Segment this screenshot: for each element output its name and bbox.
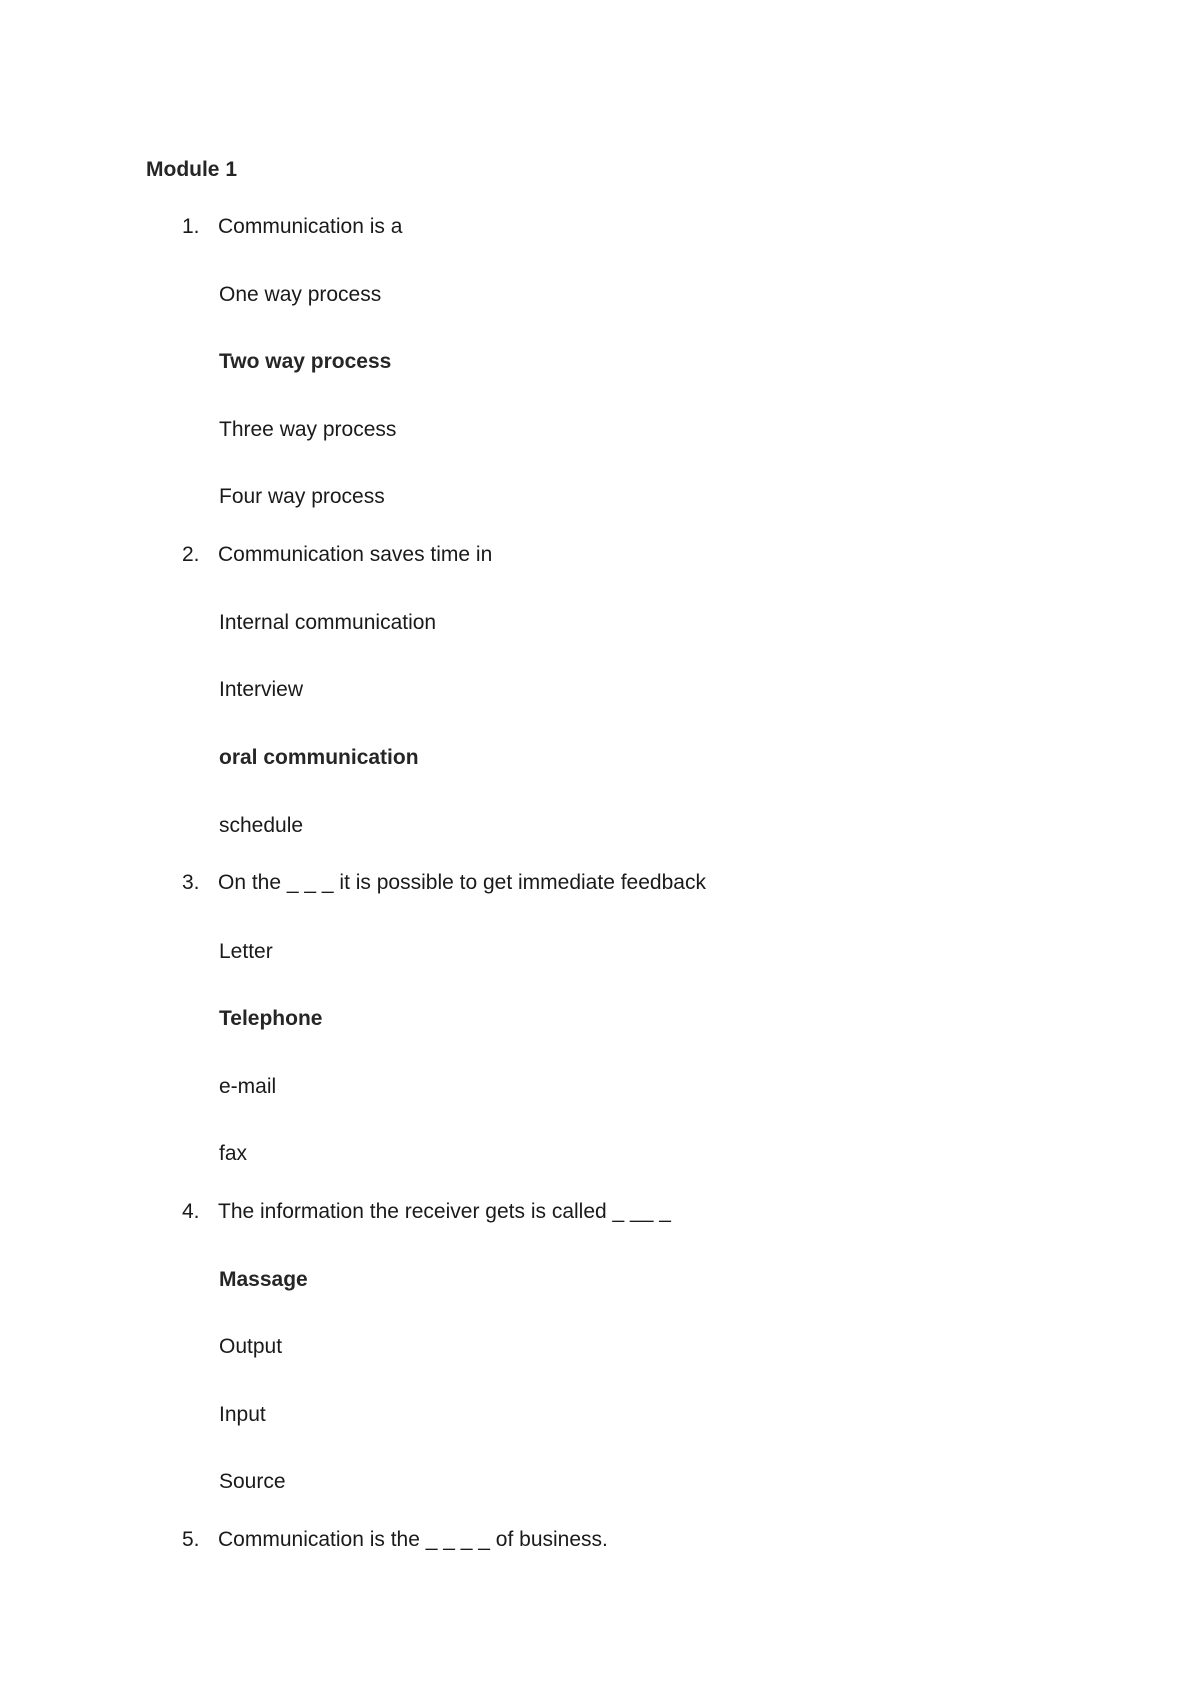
- option: Input: [219, 1403, 266, 1426]
- option: schedule: [219, 814, 304, 837]
- question-2: [182, 541, 492, 569]
- option-answer: Massage: [219, 1268, 308, 1291]
- option: Interview: [219, 678, 304, 701]
- question-3: [182, 869, 706, 897]
- question-1: [182, 213, 402, 241]
- option: Output: [219, 1335, 283, 1358]
- option: Three way process: [219, 418, 397, 441]
- question-text: Communication is the _ _ _ _ of business.: [218, 1528, 608, 1551]
- option-answer: Telephone: [219, 1007, 323, 1030]
- option: Internal communication: [219, 611, 437, 634]
- question-number: 4.: [182, 1200, 200, 1223]
- option: Source: [219, 1470, 286, 1493]
- option: e-mail: [219, 1075, 277, 1098]
- option: fax: [219, 1142, 248, 1165]
- option: Four way process: [219, 485, 385, 508]
- option: One way process: [219, 283, 382, 306]
- question-number: 3.: [182, 871, 200, 894]
- question-text: On the _ _ _ it is possible to get immediate feedback: [218, 871, 706, 894]
- question-number: 5.: [182, 1528, 200, 1551]
- question-number: 2.: [182, 543, 200, 566]
- option-answer: Two way process: [219, 350, 392, 373]
- question-5: [182, 1526, 608, 1554]
- question-text: Communication saves time in: [218, 543, 493, 566]
- option: Letter: [219, 940, 273, 963]
- question-text: Communication is a: [218, 215, 403, 238]
- question-number: 1.: [182, 215, 200, 238]
- module-title: Module 1: [146, 158, 238, 181]
- question-text: The information the receiver gets is called _ __ _: [218, 1200, 671, 1223]
- option-answer: oral communication: [219, 746, 419, 769]
- question-4: [182, 1198, 671, 1226]
